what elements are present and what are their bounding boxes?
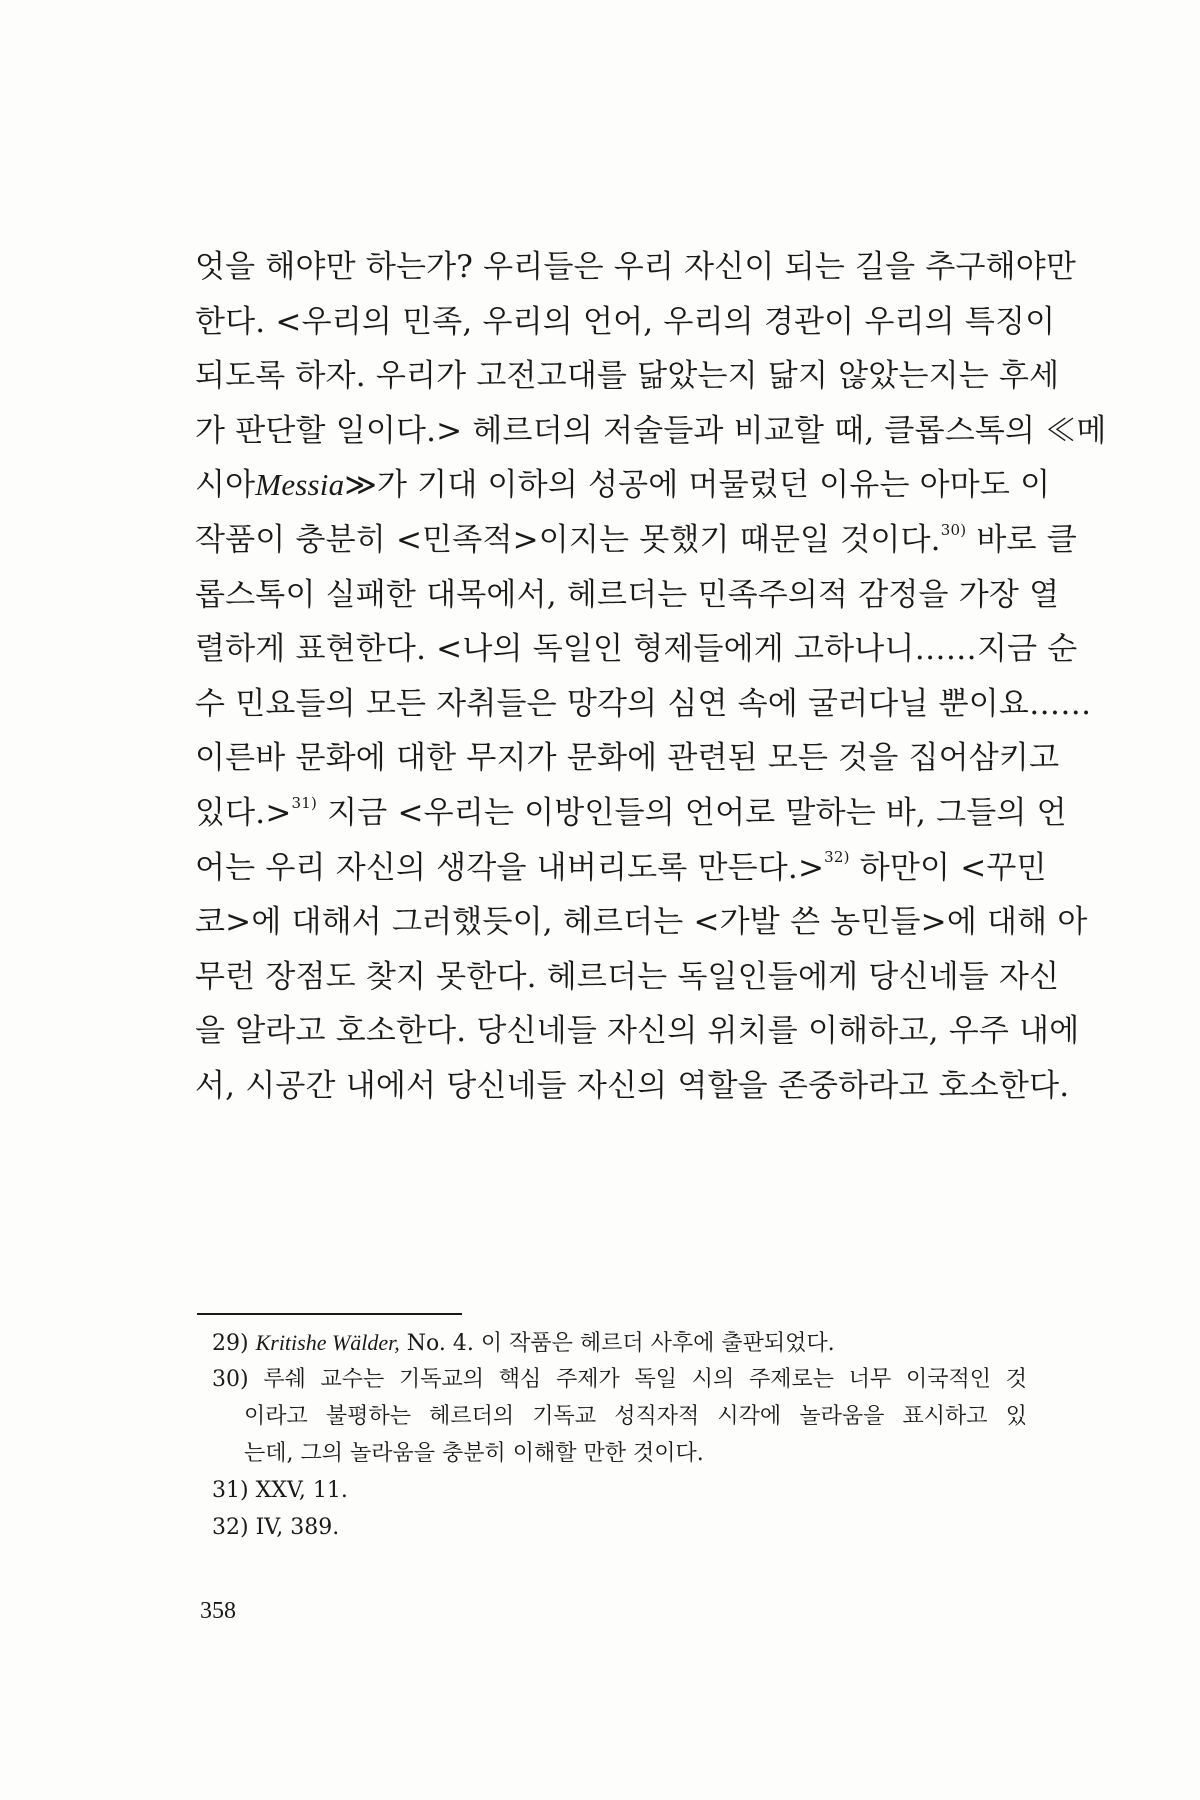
text-segment: 바로 클 (966, 521, 1077, 558)
footnote-divider (197, 1313, 462, 1315)
text-line: 되도록 하자. 우리가 고전고대를 닮았는지 닮지 않았는지는 후세 (195, 358, 1060, 395)
footnote-31 (212, 1472, 1027, 1509)
text-segment: No. 4. 이 작품은 헤르더 사후에 출판되었다. (399, 1331, 835, 1356)
footnote-line: 는데, 그의 놀라움을 충분히 이해할 만한 것이다. (244, 1441, 704, 1466)
text-line: 이른바 문화에 대한 무지가 문화에 관련된 모든 것을 집어삼키고 (195, 740, 1060, 777)
text-line (195, 841, 1047, 896)
text-line: 가 판단할 일이다.> 헤르더의 저술들과 비교할 때, 클롭스톡의 ≪메 (195, 412, 1107, 449)
italic-title: Kritishe Wälder, (255, 1330, 400, 1355)
footnote-number: 30) (212, 1367, 249, 1392)
text-line: 무런 장점도 찾지 못한다. 헤르더는 독일인들에게 당신네들 자신 (195, 958, 1060, 995)
italic-title: Messia (255, 467, 345, 503)
text-line: 렬하게 표현한다. <나의 독일인 형제들에게 고하나니……지금 순 (195, 631, 1078, 668)
text-line (195, 458, 1051, 513)
text-line: 서, 시공간 내에서 당신네들 자신의 역할을 존중하라고 호소한다. (195, 1067, 1070, 1104)
body-text (195, 240, 1107, 1114)
footnote-ref-31: 31) (291, 793, 318, 812)
text-line (195, 786, 1067, 841)
footnote-line: 이라고 불평하는 헤르더의 기독교 성직자적 시각에 놀라움을 표시하고 있 (244, 1404, 1027, 1429)
footnote-30 (212, 1361, 1027, 1472)
page-number: 358 (200, 1598, 236, 1624)
text-segment: 하만이 <꾸민 (849, 849, 1047, 886)
footnote-line: 32) IV, 389. (212, 1515, 340, 1540)
footnote-32 (212, 1509, 1027, 1546)
footnote-line (212, 1361, 1027, 1398)
text-line: 코>에 대해서 그러했듯이, 헤르더는 <가발 쓴 농민들>에 대해 아 (195, 904, 1088, 941)
text-line (195, 513, 1077, 568)
text-line: 한다. <우리의 민족, 우리의 언어, 우리의 경관이 우리의 특징이 (195, 303, 1056, 340)
text-line: 엇을 해야만 하는가? 우리들은 우리 자신이 되는 길을 추구해야만 (195, 249, 1077, 285)
text-line: 수 민요들의 모든 자취들은 망각의 심연 속에 굴러다닐 뿐이요…… (195, 685, 1092, 722)
footnote-number: 29) (212, 1331, 249, 1356)
text-segment: 어는 우리 자신의 생각을 내버리도록 만든다.> (195, 849, 825, 886)
text-segment: 루쉐 교수는 기독교의 핵심 주제가 독일 시의 주제로는 너무 이국적인 것 (248, 1367, 1027, 1392)
text-segment: 시아 (195, 467, 256, 504)
footnote-line (212, 1324, 1027, 1361)
footnote-line: 31) XXV, 11. (212, 1478, 348, 1503)
text-segment: 있다.> (195, 794, 292, 831)
footnote-ref-32: 32) (824, 848, 850, 867)
footnotes (212, 1324, 1027, 1546)
text-line: 롭스톡이 실패한 대목에서, 헤르더는 민족주의적 감정을 가장 열 (195, 576, 1060, 613)
text-segment: 지금 <우리는 이방인들의 언어로 말하는 바, 그들의 언 (317, 794, 1067, 831)
text-segment: 작품이 충분히 <민족적>이지는 못했기 때문일 것이다. (195, 521, 941, 558)
footnote-29 (212, 1324, 1027, 1361)
text-segment: ≫가 기대 이하의 성공에 머물렀던 이유는 아마도 이 (344, 467, 1051, 504)
footnote-ref-30: 30) (940, 520, 967, 539)
text-line: 을 알라고 호소한다. 당신네들 자신의 위치를 이해하고, 우주 내에 (195, 1013, 1080, 1050)
